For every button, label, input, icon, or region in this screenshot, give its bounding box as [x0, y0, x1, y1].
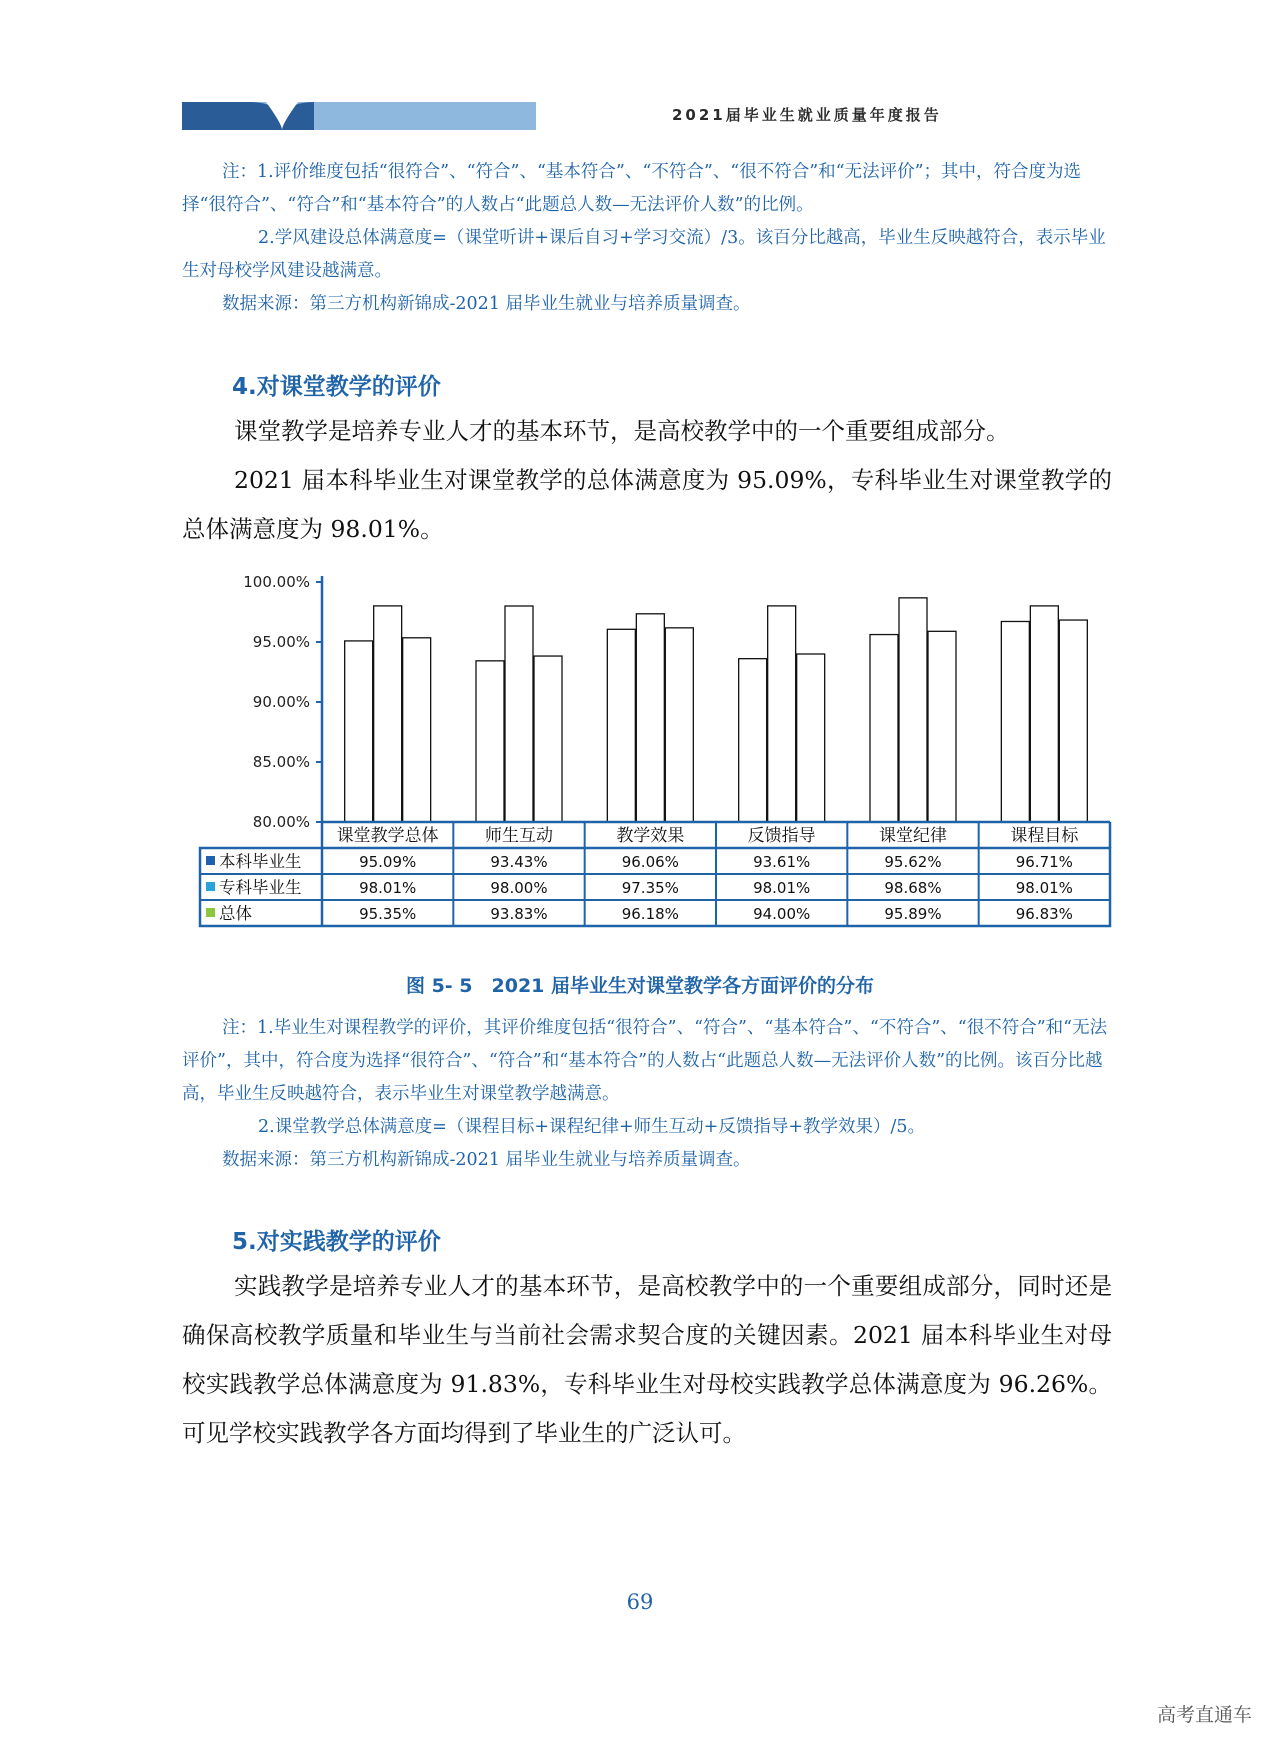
- section-4-paragraph-1: 课堂教学是培养专业人才的基本环节，是高校教学中的一个重要组成部分。: [234, 417, 1010, 445]
- note-2-text: 2.学风建设总体满意度=（课堂听讲+课后自习+学习交流）/3。该百分比越高，毕业生反映越符合，表示毕业生对母校学风建设越满意。: [182, 228, 1106, 281]
- data-value-label: 93.61%: [753, 853, 811, 871]
- legend-label: 总体: [219, 904, 252, 923]
- data-value-label: 95.62%: [884, 853, 942, 871]
- data-value-label: 95.35%: [359, 905, 417, 923]
- header-title: 2021届毕业生就业质量年度报告: [672, 106, 942, 124]
- data-value-label: 97.35%: [621, 879, 679, 897]
- data-value-label: 98.01%: [359, 879, 417, 897]
- data-source-text: 数据来源：第三方机构新锦成-2021 届毕业生就业与培养质量调查。: [222, 294, 751, 314]
- bar: [476, 661, 504, 822]
- section-5-body: [182, 1262, 1112, 1458]
- data-source-text: 数据来源：第三方机构新锦成-2021 届毕业生就业与培养质量调查。: [222, 1150, 751, 1170]
- note-1-text: 注：1.评价维度包括“很符合”、“符合”、“基本符合”、“不符合”、“很不符合”和“无法评价”；其中，符合度为选择“很符合”、“符合”和“基本符合”的人数占“此题总人数—无法评价人数”的比例。: [182, 162, 1082, 215]
- category-label: 教学效果: [616, 826, 685, 846]
- legend-label: 专科毕业生: [219, 878, 302, 897]
- category-label: 反馈指导: [747, 826, 816, 846]
- note-2-text: 2.课堂教学总体满意度=（课程目标+课程纪律+师生互动+反馈指导+教学效果）/5。: [258, 1117, 926, 1137]
- bar: [636, 614, 664, 822]
- y-tick-label: 90.00%: [252, 693, 310, 711]
- bar: [665, 628, 693, 822]
- bar-chart: [195, 565, 1115, 945]
- header-logo-band: [182, 102, 536, 130]
- legend-marker: [206, 882, 215, 891]
- category-label: 课程目标: [1010, 826, 1079, 846]
- data-value-label: 96.18%: [621, 905, 679, 923]
- bar: [345, 641, 373, 822]
- watermark: 高考直通车: [1156, 1704, 1252, 1726]
- data-value-label: 96.83%: [1015, 905, 1073, 923]
- note-1-text: 注：1.毕业生对课程教学的评价，其评价维度包括“很符合”、“符合”、“基本符合”、“不符合”、“很不符合”和“无法评价”，其中，符合度为选择“很符合”、“符合”和“基本符合”的人数占“此题总人数—无法评价人数”的比例。该百分比越高，毕业生反映越符合，表示毕业生对课堂教学越满意。: [182, 1018, 1108, 1104]
- y-tick-label: 85.00%: [252, 753, 310, 771]
- section-5-heading: 5.对实践教学的评价: [232, 1229, 441, 1255]
- data-value-label: 93.43%: [490, 853, 548, 871]
- data-value-label: 95.89%: [884, 905, 942, 923]
- bar: [1030, 606, 1058, 822]
- data-value-label: 98.01%: [1015, 879, 1073, 897]
- bar: [899, 598, 927, 822]
- data-value-label: 98.00%: [490, 879, 548, 897]
- category-label: 课堂纪律: [879, 826, 947, 846]
- bar: [870, 635, 898, 822]
- bar: [505, 606, 533, 822]
- section-4-paragraph-2: 2021 届本科毕业生对课堂教学的总体满意度为 95.09%，专科毕业生对课堂教学的总体满意度为 98.01%。: [182, 466, 1112, 543]
- bar: [928, 631, 956, 822]
- data-value-label: 94.00%: [753, 905, 811, 923]
- figure-caption: 图 5- 5 2021 届毕业生对课堂教学各方面评价的分布: [405, 975, 875, 997]
- data-value-label: 98.68%: [884, 879, 942, 897]
- data-value-label: 96.06%: [621, 853, 679, 871]
- page-number: 69: [626, 1590, 654, 1614]
- bar: [768, 606, 796, 822]
- bar: [374, 606, 402, 822]
- legend-label: 本科毕业生: [219, 852, 302, 871]
- section-4-body: [182, 407, 1112, 554]
- chart-svg: [195, 565, 1115, 945]
- bar: [1059, 620, 1087, 822]
- bar: [739, 659, 767, 822]
- data-value-label: 98.01%: [753, 879, 811, 897]
- legend-marker: [206, 908, 215, 917]
- data-value-label: 95.09%: [359, 853, 417, 871]
- y-tick-label: 80.00%: [252, 813, 310, 831]
- legend-marker: [206, 856, 215, 865]
- bar: [1001, 621, 1029, 822]
- data-value-label: 96.71%: [1015, 853, 1073, 871]
- y-tick-label: 95.00%: [252, 633, 310, 651]
- data-value-label: 93.83%: [490, 905, 548, 923]
- y-tick-label: 100.00%: [243, 573, 310, 591]
- notes-block-2: [182, 1012, 1112, 1177]
- section-4-heading: 4.对课堂教学的评价: [232, 374, 441, 400]
- bar: [797, 654, 825, 822]
- bar: [403, 638, 431, 822]
- category-label: 课堂教学总体: [336, 826, 439, 846]
- section-5-paragraph-1: 实践教学是培养专业人才的基本环节，是高校教学中的一个重要组成部分，同时还是确保高校教学质量和毕业生与当前社会需求契合度的关键因素。2021 届本科毕业生对母校实践教学总体满意度为 91.83%，专科毕业生对母校实践教学总体满意度为 96.26%。可见学校实践教学各方面均得到了毕业生的广泛认可。: [182, 1272, 1112, 1447]
- category-label: 师生互动: [485, 826, 553, 846]
- bar: [607, 629, 635, 822]
- notes-block-1: [182, 156, 1112, 321]
- bar: [534, 656, 562, 822]
